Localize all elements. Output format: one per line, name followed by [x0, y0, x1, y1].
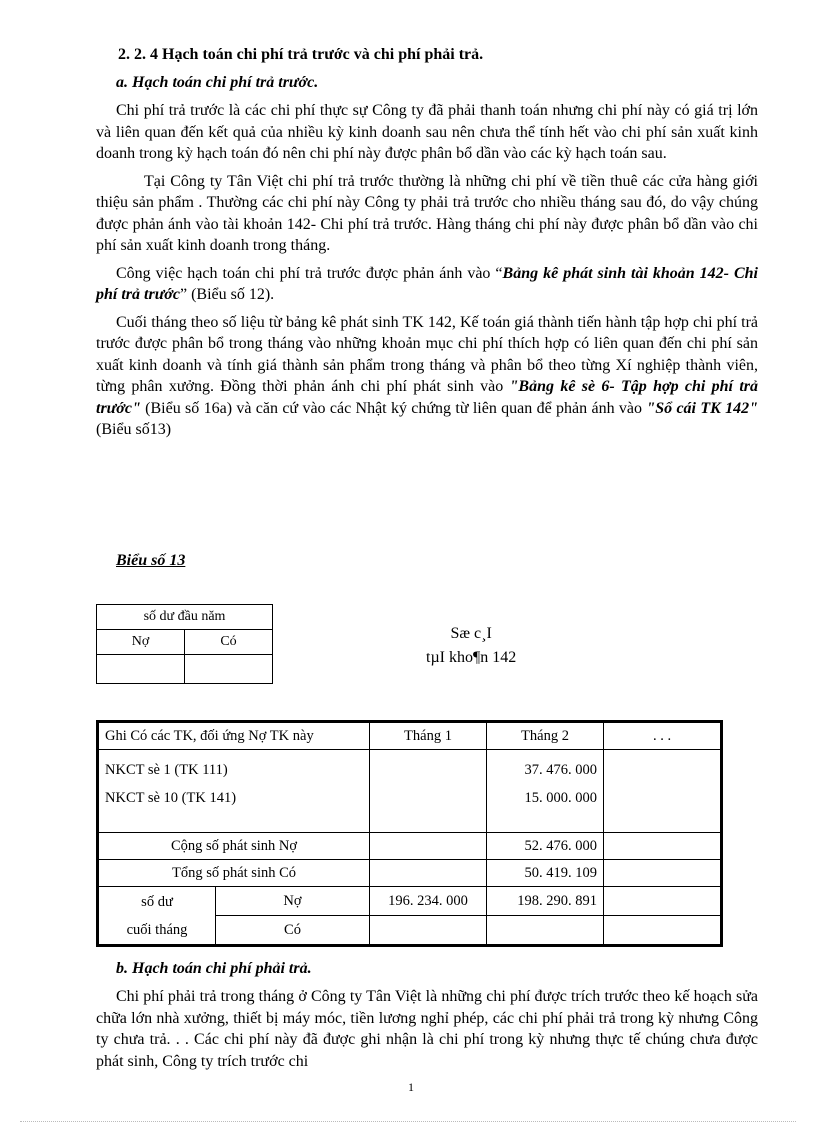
page-body — [96, 44, 759, 1070]
para4-bold-1: "Bảng kê sè 6- Tập hợp chi phí trả trước" — [96, 378, 758, 417]
subheading-a: a. Hạch toán chi phí trả trước. — [116, 74, 319, 91]
subheading-b: b. Hạch toán chi phí phải trả. — [116, 960, 312, 977]
total-debit-more — [604, 833, 722, 860]
header-month2: Tháng 2 — [487, 722, 604, 750]
closing-label-2: cuối tháng — [126, 921, 188, 938]
row-label: NKCT sè 1 (TK 111) — [105, 762, 228, 778]
total-debit-m2: 52. 476. 000 — [487, 833, 604, 860]
para3-bold: Bảng kê phát sinh tài khoản 142- Chi phí trả trước — [96, 264, 759, 303]
closing-no-m1: 196. 234. 000 — [370, 887, 487, 916]
para4-text-2: (Biểu số 16a) và căn cứ vào các Nhật ký chứng từ liên quan để phản ánh vào — [140, 399, 647, 417]
closing-no-m2: 198. 290. 891 — [487, 887, 604, 916]
paragraph-1: Chi phí trả trước là các chi phí thực sự Công ty đã phải thanh toán nhưng chi phí này có giá trị lớn và liên quan đến kết quả của nhiều kỳ kinh doanh sau nên chưa thể tính hết vào chi phí sản xuất kinh doanh trong kỳ hạch toán đó nên chi phí này được phân bổ dần vào các kỳ hạch toán sau. — [96, 102, 758, 162]
header-account: Ghi Có các TK, đối ứng Nợ TK này — [98, 722, 370, 750]
ledger-title-line1: Sæ c¸I — [450, 625, 492, 642]
row-m1 — [370, 750, 487, 833]
total-credit-m2: 50. 419. 109 — [487, 860, 604, 887]
opening-balance-title: số dư đầu năm — [97, 605, 273, 630]
closing-label — [98, 887, 216, 946]
page-number: 1 — [408, 1080, 414, 1094]
closing-co-label: Có — [216, 916, 370, 946]
opening-no-value — [97, 655, 185, 684]
total-credit-label: Tổng số phát sinh Có — [98, 860, 370, 887]
row-label: NKCT sè 10 (TK 141) — [105, 790, 237, 806]
closing-no-more — [604, 887, 722, 916]
closing-no-label: Nợ — [216, 887, 370, 916]
ledger-title-line2: tµI kho¶n 142 — [426, 649, 517, 666]
closing-co-m2 — [487, 916, 604, 946]
para3-text-end: ” (Biểu số 12). — [179, 286, 275, 303]
bieu-so-label: Biểu số 13 — [116, 552, 186, 569]
para4-text: Cuối tháng theo số liệu từ bảng kê phát sinh TK 142, Kế toán giá thành tiến hành tập hợp chi phí trả trước được phân bổ trong tháng vào những khoản mục chi phí thích hợp có liên quan đến chi phí sản xuất kinh doanh và tính giá thành sản phẩm trong tháng và phân bổ theo từng Xí nghiệp thành viên, từng phân xưởng. Đồng thời phản ánh chi phí phát sinh vào — [96, 313, 758, 395]
page-footer-divider — [20, 1121, 796, 1122]
total-debit-label: Cộng số phát sinh Nợ — [98, 833, 370, 860]
para4-bold-2: "Sổ cái TK 142" — [646, 399, 758, 417]
opening-no-label: Nợ — [97, 630, 185, 655]
closing-co-m1 — [370, 916, 487, 946]
row-more — [604, 750, 722, 833]
para4-text-3: (Biểu số13) — [96, 421, 172, 438]
total-debit-m1 — [370, 833, 487, 860]
total-credit-m1 — [370, 860, 487, 887]
row-value: 15. 000. 000 — [524, 790, 597, 806]
ledger-title — [426, 622, 516, 670]
opening-balance-table — [96, 604, 273, 684]
total-credit-more — [604, 860, 722, 887]
paragraph-3 — [96, 263, 758, 306]
table-row-entries — [98, 750, 370, 833]
closing-co-more — [604, 916, 722, 946]
para3-text: Công việc hạch toán chi phí trả trước được phản ánh vào “ — [116, 264, 503, 282]
header-more: . . . — [604, 722, 722, 750]
section-heading: 2. 2. 4 Hạch toán chi phí trả trước và chi phí phải trả. — [118, 46, 484, 63]
ledger-table — [96, 720, 723, 947]
header-month1: Tháng 1 — [370, 722, 487, 750]
section-b — [96, 958, 758, 1072]
paragraph-5: Chi phí phải trả trong tháng ở Công ty Tân Việt là những chi phí được trích trước theo kế hoạch sửa chữa lớn nhà xưởng, thiết bị máy móc, tiền lương nghỉ phép, các chi phí phải trả trong kỳ nhưng Công ty chưa trả. . . Các chi phí này đã được ghi nhận là chi phí trong kỳ nhưng thực tế chúng chưa được phát sinh, Công ty trích trước chi — [96, 988, 758, 1070]
row-value: 37. 476. 000 — [524, 762, 597, 778]
paragraph-4 — [96, 312, 758, 441]
paragraph-2: Tại Công ty Tân Việt chi phí trả trước thường là những chi phí về tiền thuê các cửa hàng giới thiệu sản phẩm . Thường các chi phí này Công ty phải trả trước cho nhiều tháng sau đó, do vậy chúng được phản ánh vào tài khoản 142- Chi phí trả trước. Hàng tháng chi phí này được phân bổ dần vào chi phí sản xuất kinh doanh trong tháng. — [96, 172, 758, 254]
opening-co-label: Có — [185, 630, 273, 655]
closing-label-1: số dư — [141, 893, 173, 910]
opening-co-value — [185, 655, 273, 684]
row-m2-values — [487, 750, 604, 833]
